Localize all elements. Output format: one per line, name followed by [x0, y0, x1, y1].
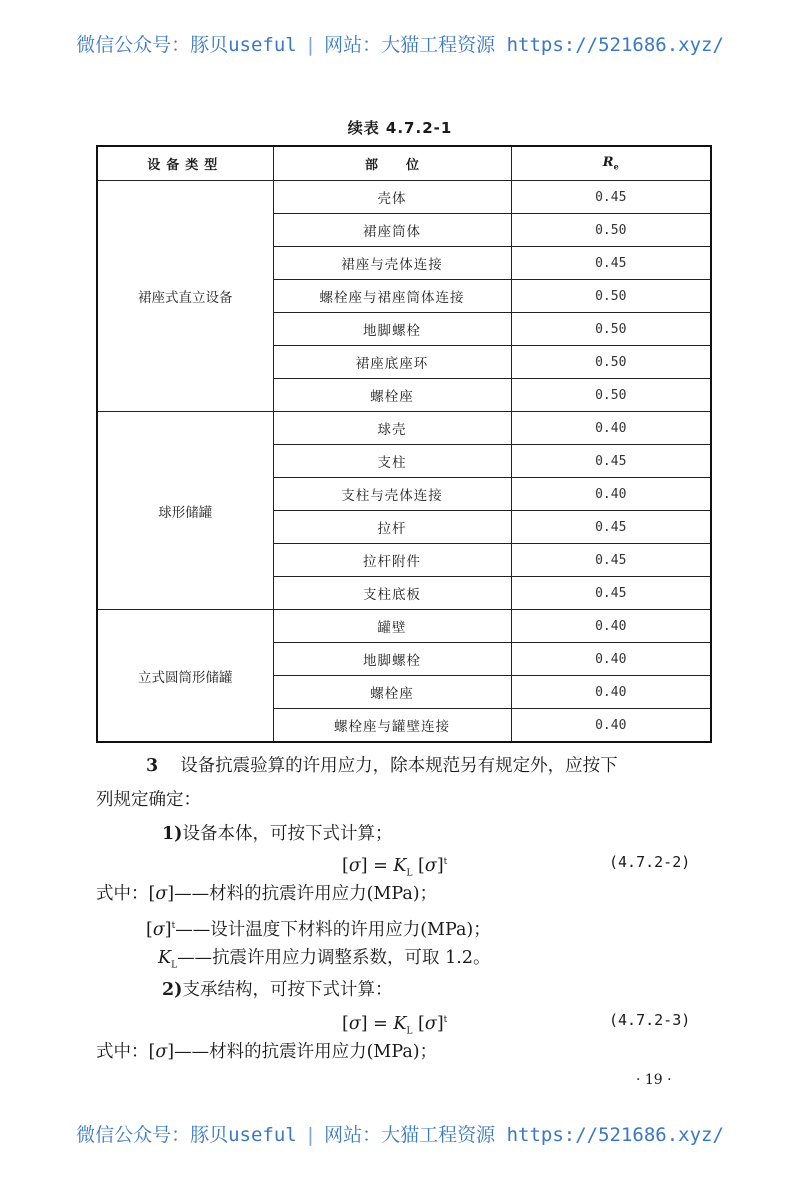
re-value-cell: 0.40 [511, 610, 711, 643]
where-sigma: 式中：[σ]——材料的抗震许用应力(MPa)； [96, 884, 438, 904]
page-number: · 19 · [636, 1072, 672, 1088]
watermark-top [0, 30, 800, 57]
header-re: $R_e$ [511, 146, 711, 181]
re-value-cell: 0.50 [511, 313, 711, 346]
part-cell: 罐壁 [273, 610, 511, 643]
watermark-website: 网站：大猫工程资源 https://521686.xyz/ [324, 34, 724, 56]
part-cell: 支柱底板 [273, 577, 511, 610]
watermark-wechat: 微信公众号：豚贝useful [76, 1124, 297, 1146]
where-sigma-2: 式中：[σ]——材料的抗震许用应力(MPa)； [96, 1042, 438, 1062]
watermark-separator: | [304, 34, 317, 56]
header-part: 部位 [273, 146, 511, 181]
table-row [97, 610, 711, 643]
part-cell: 地脚螺栓 [273, 643, 511, 676]
watermark-bottom [0, 1120, 800, 1147]
equipment-type-cell: 裙座式直立设备 [97, 181, 273, 412]
where-sigma-t: $[\sigma]^t——$设计温度下材料的许用应力(MPa)； [146, 919, 491, 940]
re-value-cell: 0.50 [511, 214, 711, 247]
part-cell: 支柱 [273, 445, 511, 478]
re-value-cell: 0.45 [511, 181, 711, 214]
part-cell: 拉杆 [273, 511, 511, 544]
re-value-cell: 0.40 [511, 676, 711, 709]
part-cell: 裙座筒体 [273, 214, 511, 247]
re-value-cell: 0.45 [511, 511, 711, 544]
part-cell: 球壳 [273, 412, 511, 445]
part-cell: 支柱与壳体连接 [273, 478, 511, 511]
equation-4-7-2-2: $[\sigma] = K_L$ $[\sigma]^t$ [342, 855, 448, 879]
re-value-cell: 0.45 [511, 445, 711, 478]
item-1: 1)设备本体，可按下式计算； [162, 824, 393, 844]
re-value-cell: 0.50 [511, 379, 711, 412]
table-row [97, 181, 711, 214]
re-value-cell: 0.50 [511, 346, 711, 379]
equation-number-1: (4.7.2-2) [609, 853, 691, 871]
re-value-cell: 0.40 [511, 478, 711, 511]
equipment-type-cell: 立式圆筒形储罐 [97, 610, 273, 743]
part-cell: 螺栓座与裙座筒体连接 [273, 280, 511, 313]
equation-number-2: (4.7.2-3) [609, 1011, 691, 1029]
watermark-separator: | [304, 1124, 317, 1146]
re-value-cell: 0.40 [511, 643, 711, 676]
item-2: 2)支承结构，可按下式计算： [162, 980, 393, 1000]
clause-3-line1: 3 设备抗震验算的许用应力，除本规范另有规定外，应按下 [146, 756, 618, 776]
equation-4-7-2-3: $[\sigma] = K_L$ $[\sigma]^t$ [342, 1013, 448, 1037]
re-value-cell: 0.40 [511, 412, 711, 445]
re-value-cell: 0.50 [511, 280, 711, 313]
re-value-cell: 0.45 [511, 247, 711, 280]
re-value-cell: 0.45 [511, 577, 711, 610]
watermark-website: 网站：大猫工程资源 https://521686.xyz/ [324, 1124, 724, 1146]
part-cell: 拉杆附件 [273, 544, 511, 577]
equipment-type-cell: 球形储罐 [97, 412, 273, 610]
part-cell: 螺栓座 [273, 379, 511, 412]
part-cell: 裙座底座环 [273, 346, 511, 379]
re-value-cell: 0.45 [511, 544, 711, 577]
table-title: 续表 4.7.2-1 [347, 119, 453, 137]
seismic-coefficient-table [96, 145, 712, 743]
part-cell: 地脚螺栓 [273, 313, 511, 346]
header-equipment-type: 设备类型 [97, 146, 273, 181]
part-cell: 螺栓座 [273, 676, 511, 709]
part-cell: 裙座与壳体连接 [273, 247, 511, 280]
table-header-row [97, 146, 711, 181]
watermark-wechat: 微信公众号：豚贝useful [76, 34, 297, 56]
part-cell: 螺栓座与罐壁连接 [273, 709, 511, 743]
table-row [97, 412, 711, 445]
part-cell: 壳体 [273, 181, 511, 214]
clause-3-line2: 列规定确定： [96, 790, 201, 810]
where-kl: $K_L——$抗震许用应力调整系数，可取 1.2。 [158, 948, 491, 971]
re-value-cell: 0.40 [511, 709, 711, 743]
